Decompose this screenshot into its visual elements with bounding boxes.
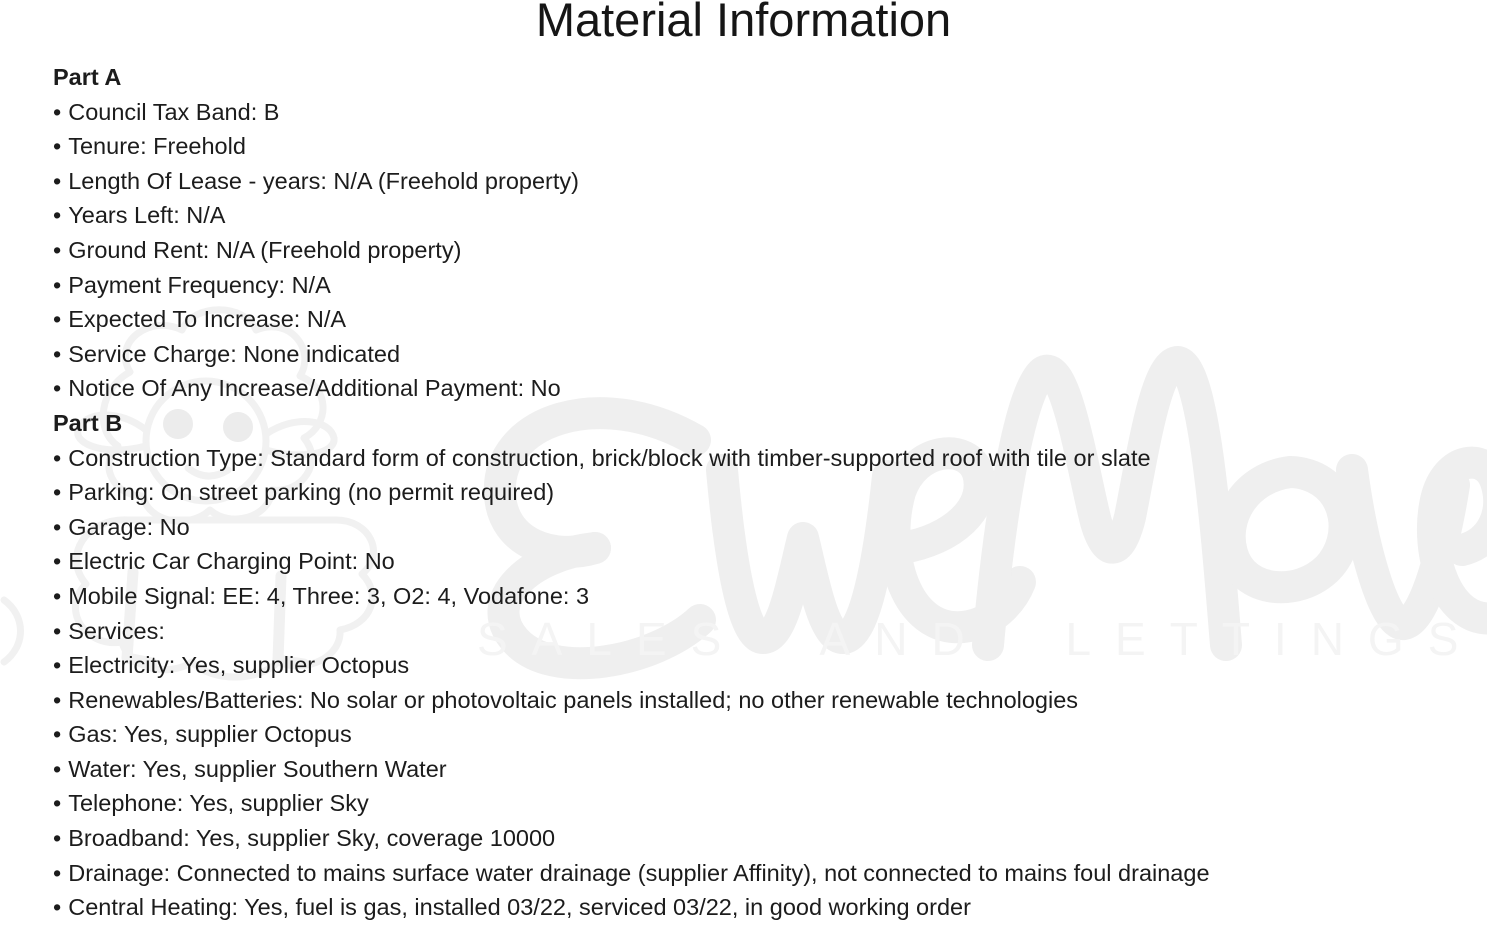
bullet-icon: • [53,686,62,713]
list-item [53,233,1481,268]
bullet-icon: • [53,236,62,263]
list-item [53,717,1481,752]
list-item-text: Electric Car Charging Point: No [68,548,395,575]
list-item-text: Service Charge: None indicated [68,340,401,367]
list-item-text: Council Tax Band: B [68,98,280,125]
list-item-text: Construction Type: Standard form of construction, brick/block with timber-supported roof with tile or slate [68,444,1151,471]
section-heading: Part A [53,64,122,90]
list-item [53,510,1481,545]
list-item-text: Central Heating: Yes, fuel is gas, installed 03/22, serviced 03/22, in good working order [68,894,971,921]
bullet-icon: • [53,548,62,575]
list-item-text: Renewables/Batteries: No solar or photovoltaic panels installed; no other renewable technologies [68,686,1079,713]
list-item-text: Electricity: Yes, supplier Octopus [68,652,410,679]
list-item [53,441,1481,476]
section-heading: Part B [53,409,123,436]
list-item [53,302,1481,337]
list-item-text: Expected To Increase: N/A [68,306,347,333]
bullet-icon: • [53,202,62,229]
list-item-text: Length Of Lease - years: N/A (Freehold property) [68,167,579,194]
section-items [53,95,1481,406]
list-item [53,268,1481,303]
list-item-text: Years Left: N/A [68,202,226,229]
list-item-text: Payment Frequency: N/A [68,271,331,298]
list-item [53,544,1481,579]
bullet-icon: • [53,513,62,540]
list-item [53,614,1481,649]
section-items [53,441,1481,925]
list-item-text: Notice Of Any Increase/Additional Payment: No [68,375,561,402]
bullet-icon: • [53,755,62,782]
section [53,406,1481,925]
list-item [53,856,1481,891]
bullet-icon: • [53,167,62,194]
list-item [53,337,1481,372]
list-item-text: Ground Rent: N/A (Freehold property) [68,236,462,263]
bullet-icon: • [53,721,62,748]
list-item [53,371,1481,406]
bullet-icon: • [53,306,62,333]
list-item-text: Mobile Signal: EE: 4, Three: 3, O2: 4, Vodafone: 3 [68,582,590,609]
bullet-icon: • [53,790,62,817]
list-item [53,752,1481,787]
bullet-icon: • [53,340,62,367]
list-item-text: Gas: Yes, supplier Octopus [68,721,352,748]
list-item [53,198,1481,233]
list-item [53,95,1481,130]
bullet-icon: • [53,582,62,609]
list-item [53,890,1481,925]
bullet-icon: • [53,859,62,886]
bullet-icon: • [53,894,62,921]
section [53,60,1481,406]
bullet-icon: • [53,617,62,644]
list-item [53,648,1481,683]
list-item [53,821,1481,856]
watermark-tagline: SALES AND LETTINGS [477,613,1483,665]
list-item-text: Garage: No [68,513,190,540]
bullet-icon: • [53,133,62,160]
list-item [53,129,1481,164]
page-title: Material Information [535,0,952,46]
bullet-icon: • [53,479,62,506]
document-content [53,60,1481,925]
list-item-text: Broadband: Yes, supplier Sky, coverage 10000 [68,825,556,852]
list-item-text: Services: [68,617,165,644]
bullet-icon: • [53,375,62,402]
list-item [53,579,1481,614]
bullet-icon: • [53,652,62,679]
bullet-icon: • [53,98,62,125]
list-item [53,786,1481,821]
bullet-icon: • [53,271,62,298]
list-item [53,475,1481,510]
bullet-icon: • [53,444,62,471]
list-item [53,164,1481,199]
list-item-text: Parking: On street parking (no permit required) [68,479,555,506]
list-item-text: Telephone: Yes, supplier Sky [68,790,369,817]
list-item-text: Water: Yes, supplier Southern Water [68,755,447,782]
list-item-text: Tenure: Freehold [68,133,246,160]
list-item [53,683,1481,718]
bullet-icon: • [53,825,62,852]
list-item-text: Drainage: Connected to mains surface water drainage (supplier Affinity), not connected to mains foul drainage [68,859,1210,886]
